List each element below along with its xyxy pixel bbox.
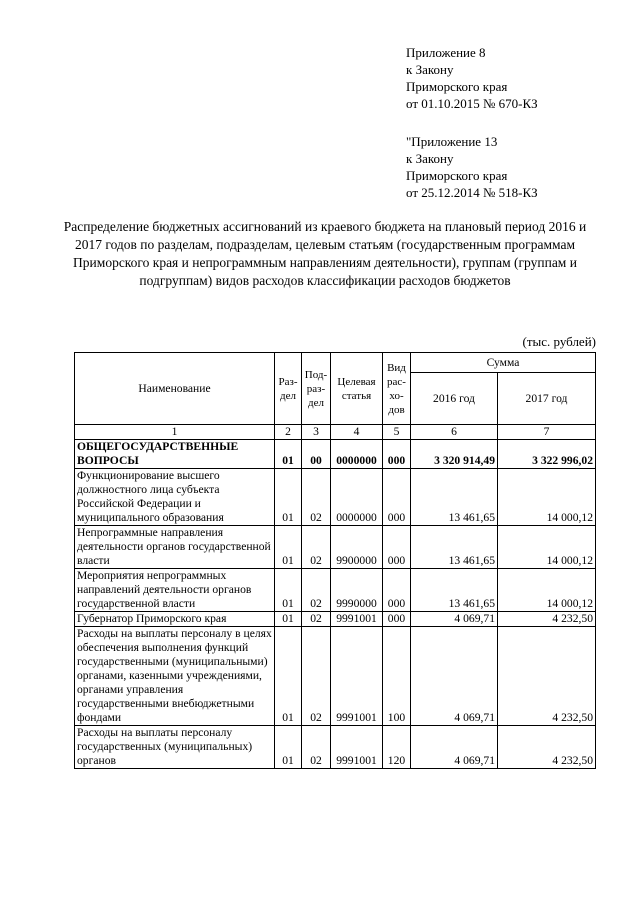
row-2017: 4 232,50 <box>498 726 596 769</box>
appendix-line: от 25.12.2014 № 518-КЗ <box>406 185 538 200</box>
column-number: 1 <box>75 425 275 440</box>
column-number: 7 <box>498 425 596 440</box>
header-section: Раз-дел <box>275 353 302 425</box>
row-section: 01 <box>275 469 302 526</box>
row-target: 0000000 <box>331 440 383 469</box>
row-target: 9991001 <box>331 612 383 627</box>
row-target: 9991001 <box>331 627 383 726</box>
table-row <box>75 726 596 769</box>
header-subsection: Под-раз-дел <box>302 353 331 425</box>
row-section: 01 <box>275 627 302 726</box>
row-subsection: 02 <box>302 612 331 627</box>
row-kind: 000 <box>383 569 411 612</box>
row-kind: 000 <box>383 526 411 569</box>
row-2017: 4 232,50 <box>498 627 596 726</box>
row-kind: 000 <box>383 612 411 627</box>
row-2016: 4 069,71 <box>411 612 498 627</box>
header-target: Целевая статья <box>331 353 383 425</box>
column-number: 4 <box>331 425 383 440</box>
appendix-line: к Закону <box>406 62 454 77</box>
table-row <box>75 469 596 526</box>
budget-table <box>74 352 596 769</box>
appendix-line: Приморского края <box>406 79 508 94</box>
appendix-line: Приморского края <box>406 168 508 183</box>
row-target: 9991001 <box>331 726 383 769</box>
row-kind: 000 <box>383 469 411 526</box>
appendix-reference-current <box>406 44 538 112</box>
row-subsection: 02 <box>302 726 331 769</box>
appendix-line: к Закону <box>406 151 454 166</box>
column-number: 6 <box>411 425 498 440</box>
row-subsection: 00 <box>302 440 331 469</box>
row-name: Мероприятия непрограммных направлений деятельности органов государственной власти <box>75 569 275 612</box>
row-section: 01 <box>275 612 302 627</box>
row-2016: 13 461,65 <box>411 469 498 526</box>
row-subsection: 02 <box>302 627 331 726</box>
row-2016: 3 320 914,49 <box>411 440 498 469</box>
row-subsection: 02 <box>302 469 331 526</box>
row-2017: 14 000,12 <box>498 569 596 612</box>
row-section: 01 <box>275 569 302 612</box>
row-section: 01 <box>275 440 302 469</box>
appendix-line: "Приложение 13 <box>406 134 498 149</box>
row-kind: 100 <box>383 627 411 726</box>
appendix-reference-original <box>406 133 538 201</box>
header-name: Наименование <box>75 353 275 425</box>
document-title: Распределение бюджетных ассигнований из краевого бюджета на плановый период 2016 и 2017 годов по разделам, подразделам, целевым статьям (государственным программам Приморского края и непрограммным направлениям деятельности), группам (группам и подгруппам) видов расходов классификации расходов бюджетов <box>63 219 587 288</box>
appendix-line: Приложение 8 <box>406 45 486 60</box>
row-subsection: 02 <box>302 526 331 569</box>
row-name: Функционирование высшего должностного лица субъекта Российской Федерации и муниципального образования <box>75 469 275 526</box>
row-kind: 000 <box>383 440 411 469</box>
row-2016: 4 069,71 <box>411 627 498 726</box>
row-2016: 13 461,65 <box>411 526 498 569</box>
row-subsection: 02 <box>302 569 331 612</box>
table-row <box>75 627 596 726</box>
row-target: 9990000 <box>331 569 383 612</box>
row-target: 9900000 <box>331 526 383 569</box>
row-section: 01 <box>275 726 302 769</box>
row-2017: 14 000,12 <box>498 469 596 526</box>
column-number: 3 <box>302 425 331 440</box>
table-row <box>75 612 596 627</box>
table-row <box>75 569 596 612</box>
units-label: (тыс. рублей) <box>522 334 596 349</box>
table-row <box>75 440 596 469</box>
row-2017: 4 232,50 <box>498 612 596 627</box>
row-kind: 120 <box>383 726 411 769</box>
column-number: 5 <box>383 425 411 440</box>
header-2016: 2016 год <box>411 373 498 425</box>
row-target: 0000000 <box>331 469 383 526</box>
row-section: 01 <box>275 526 302 569</box>
header-sum: Сумма <box>411 353 596 373</box>
row-name: Расходы на выплаты персоналу государственных (муниципальных) органов <box>75 726 275 769</box>
table-row <box>75 526 596 569</box>
row-2017: 3 322 996,02 <box>498 440 596 469</box>
column-number: 2 <box>275 425 302 440</box>
row-2017: 14 000,12 <box>498 526 596 569</box>
row-2016: 4 069,71 <box>411 726 498 769</box>
row-name: Непрограммные направления деятельности органов государственной власти <box>75 526 275 569</box>
header-2017: 2017 год <box>498 373 596 425</box>
row-name: Губернатор Приморского края <box>75 612 275 627</box>
row-2016: 13 461,65 <box>411 569 498 612</box>
header-kind: Вид рас-хо-дов <box>383 353 411 425</box>
row-name: ОБЩЕГОСУДАРСТВЕННЫЕ ВОПРОСЫ <box>75 440 275 469</box>
row-name: Расходы на выплаты персоналу в целях обеспечения выполнения функций государственными (муниципальными) органами, казенными учреждениями, органами управления государственными внебюджетными фондами <box>75 627 275 726</box>
appendix-line: от 01.10.2015 № 670-КЗ <box>406 96 538 111</box>
